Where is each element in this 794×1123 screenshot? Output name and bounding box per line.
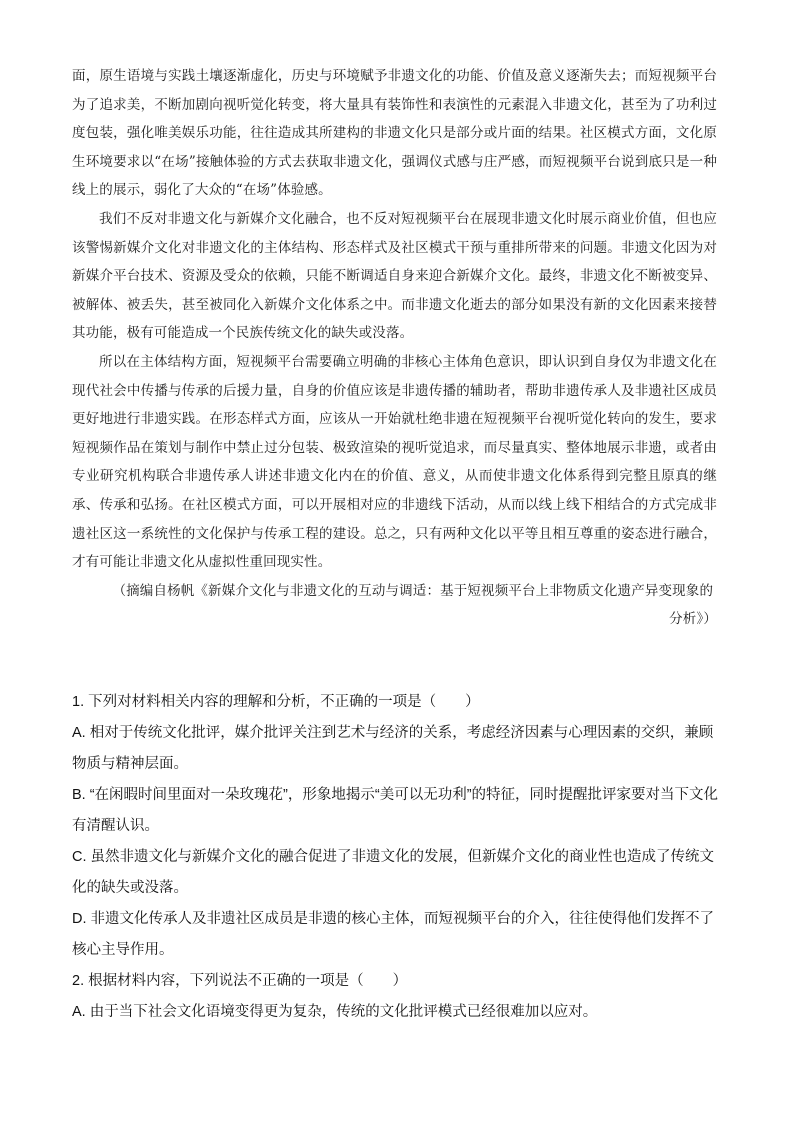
passage-source-citation: （摘编自杨帆《新媒介文化与非遗文化的互动与调适：基于短视频平台上非物质文化遗产异变现象的 [112,582,714,599]
reading-passage [72,62,717,634]
question-section [72,687,720,1028]
question-1-option-b: B. “在闲暇时间里面对一朵玫瑰花”，形象地揭示“美可以无功利”的特征，同时提醒批评家要对当下文化有清醒认识。 [72,787,719,834]
question-1-stem: 1. 下列对材料相关内容的理解和分析，不正确的一项是（ ） [72,694,480,710]
question-1-option-c: C. 虽然非遗文化与新媒介文化的融合促进了非遗文化的发展，但新媒介文化的商业性也造成了传统文化的缺失或没落。 [72,849,715,896]
passage-paragraph: 面，原生语境与实践土壤逐渐虚化，历史与环境赋予非遗文化的功能、价值及意义逐渐失去；而短视频平台为了追求美，不断加剧向视听觉化转变，将大量具有装饰性和表演性的元素混入非遗文化，甚至为了功利过度包装，强化唯美娱乐功能，往往造成其所建构的非遗文化只是部分或片面的结果。社区模式方面，文化原生环境要求以“在场”接触体验的方式去获取非遗文化，强调仪式感与庄严感，而短视频平台说到底只是一种线上的展示，弱化了大众的“在场”体验感。 [72,68,717,199]
question-1-option-d: D. 非遗文化传承人及非遗社区成员是非遗的核心主体，而短视频平台的介入，往往使得他们发挥不了核心主导作用。 [72,911,715,958]
passage-paragraph: 我们不反对非遗文化与新媒介文化融合，也不反对短视频平台在展现非遗文化时展示商业价值，但也应该警惕新媒介文化对非遗文化的主体结构、形态样式及社区模式干预与重排所带来的问题。非遗文化因为对新媒介平台技术、资源及受众的依赖，只能不断调适自身来迎合新媒介文化。最终，非遗文化不断被变异、被解体、被丢失，甚至被同化入新媒介文化体系之中。而非遗文化逝去的部分如果没有新的文化因素来接替其功能，极有可能造成一个民族传统文化的缺失或没落。 [72,210,717,342]
question-2-stem: 2. 根据材料内容，下列说法不正确的一项是（ ） [72,973,408,989]
question-2-option-a: A. 由于当下社会文化语境变得更为复杂，传统的文化批评模式已经很难加以应对。 [72,1004,598,1020]
passage-source-citation-tail: 分析》） [669,611,717,628]
passage-paragraph: 所以在主体结构方面，短视频平台需要确立明确的非核心主体角色意识，即认识到自身仅为非遗文化在现代社会中传播与传承的后援力量，自身的价值应该是非遗传播的辅助者，帮助非遗传承人及非遗社区成员更好地进行非遗实践。在形态样式方面，应该从一开始就杜绝非遗在短视频平台视听觉化转向的发生，要求短视频作品在策划与制作中禁止过分包装、极致渲染的视听觉追求，而尽量真实、整体地展示非遗，或者由专业研究机构联合非遗传承人讲述非遗文化内在的价值、意义，从而使非遗文化体系得到完整且原真的继承、传承和弘扬。在社区模式方面，可以开展相对应的非遗线下活动，从而以线上线下相结合的方式完成非遗社区这一系统性的文化保护与传承工程的建设。总之，只有两种文化以平等且相互尊重的姿态进行融合，才有可能让非遗文化从虚拟性重回现实性。 [72,353,717,571]
question-1-option-a: A. 相对于传统文化批评，媒介批评关注到艺术与经济的关系，考虑经济因素与心理因素的交织，兼顾物质与精神层面。 [72,725,714,772]
